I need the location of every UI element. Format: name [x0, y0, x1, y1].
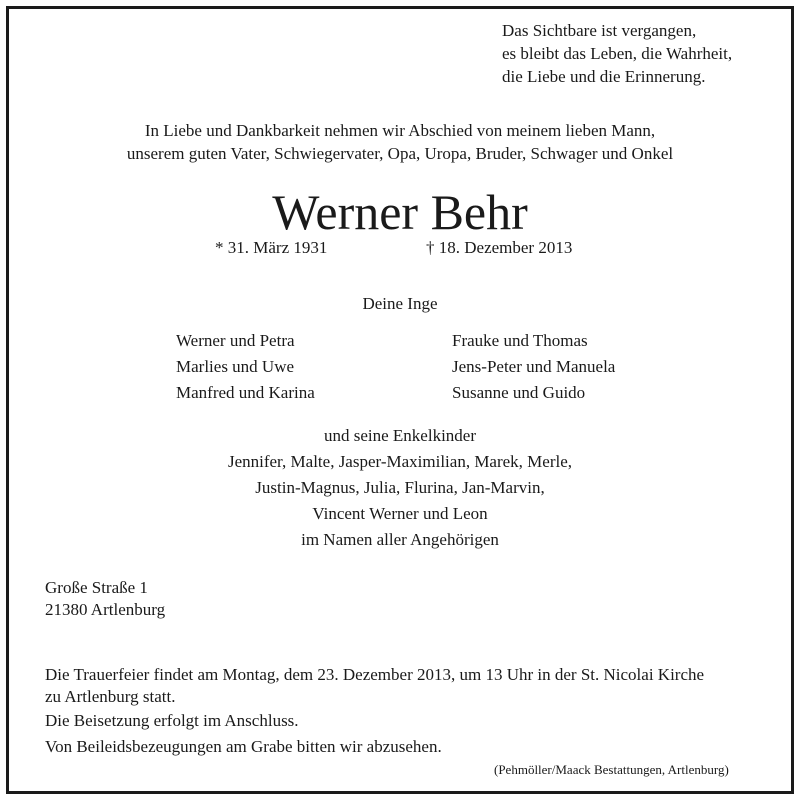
child-couple: Werner und Petra — [176, 331, 295, 350]
deceased-name: Werner Behr — [272, 184, 528, 240]
child-couple: Marlies und Uwe — [176, 357, 295, 376]
child-couple: Jens-Peter und Manuela — [452, 357, 616, 376]
intro-line-2: unserem guten Vater, Schwiegervater, Opa, Uropa, Bruder, Schwager und Onkel — [126, 144, 674, 163]
funeral-line-1: Die Trauerfeier findet am Montag, dem 23. Dezember 2013, um 13 Uhr in der St. Nicolai Kirche — [45, 665, 705, 684]
grandchildren-line-1: Jennifer, Malte, Jasper-Maximilian, Marek, Merle, — [227, 452, 573, 471]
child-couple: Manfred und Karina — [176, 383, 315, 402]
children-right-column — [452, 328, 615, 406]
address-street: Große Straße 1 — [45, 578, 148, 597]
children-left-column — [176, 328, 315, 406]
motto-line-3: die Liebe und die Erinnerung. — [502, 67, 706, 86]
child-couple: Frauke und Thomas — [452, 331, 588, 350]
child-couple: Susanne und Guido — [452, 383, 586, 402]
grandchildren-intro: und seine Enkelkinder — [323, 426, 476, 445]
wife-signature: Deine Inge — [362, 294, 438, 313]
motto-line-2: es bleibt das Leben, die Wahrheit, — [502, 44, 733, 63]
grandchildren-line-3: Vincent Werner und Leon — [312, 504, 488, 523]
relatives-line: im Namen aller Angehörigen — [301, 530, 499, 549]
grandchildren-line-2: Justin-Magnus, Julia, Flurina, Jan-Marvin, — [255, 478, 545, 497]
burial-line: Die Beisetzung erfolgt im Anschluss. — [45, 711, 299, 730]
motto-line-1: Das Sichtbare ist vergangen, — [502, 21, 697, 40]
funeral-line-2: zu Artlenburg statt. — [45, 687, 176, 706]
undertaker-credit: (Pehmöller/Maack Bestattungen, Artlenburg) — [494, 762, 729, 777]
birth-date: * 31. März 1931 — [215, 238, 328, 257]
condolence-line: Von Beileidsbezeugungen am Grabe bitten wir abzusehen. — [45, 737, 442, 756]
intro-line-1: In Liebe und Dankbarkeit nehmen wir Abschied von meinem lieben Mann, — [144, 121, 656, 140]
death-date: † 18. Dezember 2013 — [426, 238, 573, 257]
address-city: 21380 Artlenburg — [45, 600, 166, 619]
